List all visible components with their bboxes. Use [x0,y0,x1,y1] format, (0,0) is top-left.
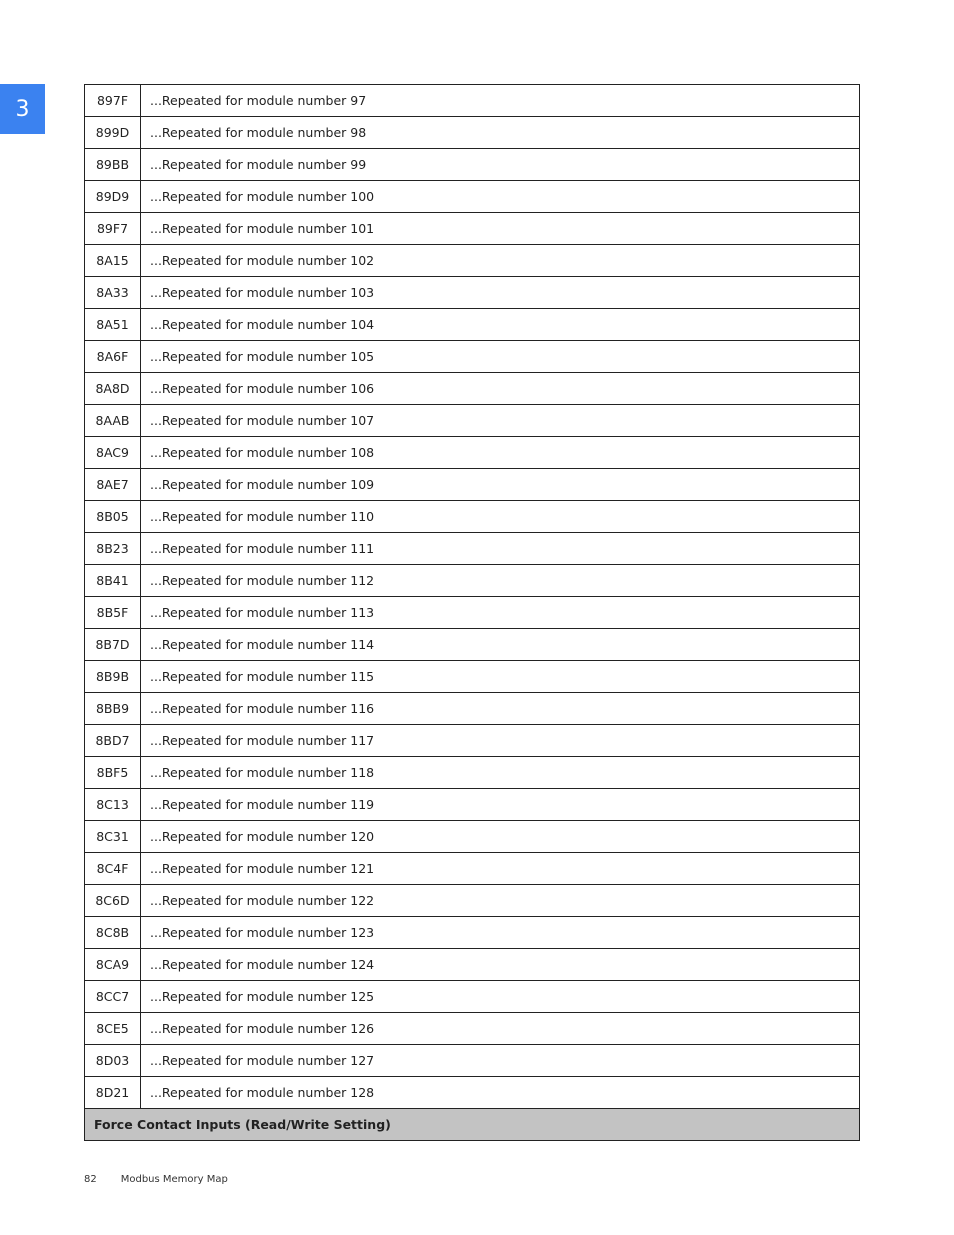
table-row [85,917,860,949]
address-cell: 897F [85,85,141,117]
table-row [85,533,860,565]
description-cell: ...Repeated for module number 128 [141,1077,860,1109]
table-row [85,565,860,597]
table-row [85,1045,860,1077]
description-cell: ...Repeated for module number 112 [141,565,860,597]
address-cell: 8B5F [85,597,141,629]
page-number: 82 [84,1174,97,1185]
description-cell: ...Repeated for module number 115 [141,661,860,693]
page-footer [84,1174,228,1185]
description-cell: ...Repeated for module number 122 [141,885,860,917]
address-cell: 899D [85,117,141,149]
address-cell: 89D9 [85,181,141,213]
table-row [85,629,860,661]
description-cell: ...Repeated for module number 106 [141,373,860,405]
address-cell: 8C6D [85,885,141,917]
description-cell: ...Repeated for module number 126 [141,1013,860,1045]
description-cell: ...Repeated for module number 125 [141,981,860,1013]
address-cell: 8D03 [85,1045,141,1077]
description-cell: ...Repeated for module number 109 [141,469,860,501]
description-cell: ...Repeated for module number 100 [141,181,860,213]
table-row [85,1077,860,1109]
address-cell: 8D21 [85,1077,141,1109]
chapter-tab: 3 [0,84,45,134]
section-header: Force Contact Inputs (Read/Write Setting) [85,1109,860,1141]
table-row [85,501,860,533]
table-row [85,181,860,213]
table-row [85,117,860,149]
address-cell: 89BB [85,149,141,181]
address-cell: 8CE5 [85,1013,141,1045]
table-row [85,1013,860,1045]
description-cell: ...Repeated for module number 111 [141,533,860,565]
description-cell: ...Repeated for module number 98 [141,117,860,149]
description-cell: ...Repeated for module number 127 [141,1045,860,1077]
description-cell: ...Repeated for module number 107 [141,405,860,437]
table-row [85,85,860,117]
description-cell: ...Repeated for module number 97 [141,85,860,117]
table-row [85,341,860,373]
address-cell: 8C8B [85,917,141,949]
address-cell: 8C31 [85,821,141,853]
table-row [85,885,860,917]
address-cell: 8B23 [85,533,141,565]
table-row [85,597,860,629]
table-row [85,949,860,981]
description-cell: ...Repeated for module number 114 [141,629,860,661]
address-cell: 8A51 [85,309,141,341]
address-cell: 8BF5 [85,757,141,789]
description-cell: ...Repeated for module number 113 [141,597,860,629]
description-cell: ...Repeated for module number 105 [141,341,860,373]
table-row [85,469,860,501]
description-cell: ...Repeated for module number 102 [141,245,860,277]
description-cell: ...Repeated for module number 110 [141,501,860,533]
table-row [85,789,860,821]
description-cell: ...Repeated for module number 120 [141,821,860,853]
address-cell: 8AAB [85,405,141,437]
address-cell: 8A6F [85,341,141,373]
table-row [85,693,860,725]
section-header-row [85,1109,860,1141]
address-cell: 89F7 [85,213,141,245]
table-row [85,149,860,181]
table-row [85,757,860,789]
table-row [85,821,860,853]
address-cell: 8CA9 [85,949,141,981]
description-cell: ...Repeated for module number 123 [141,917,860,949]
address-cell: 8C4F [85,853,141,885]
description-cell: ...Repeated for module number 101 [141,213,860,245]
footer-title: Modbus Memory Map [120,1174,228,1185]
address-cell: 8C13 [85,789,141,821]
address-cell: 8BD7 [85,725,141,757]
description-cell: ...Repeated for module number 117 [141,725,860,757]
description-cell: ...Repeated for module number 121 [141,853,860,885]
description-cell: ...Repeated for module number 116 [141,693,860,725]
table-row [85,277,860,309]
description-cell: ...Repeated for module number 124 [141,949,860,981]
description-cell: ...Repeated for module number 118 [141,757,860,789]
address-cell: 8A15 [85,245,141,277]
address-cell: 8B7D [85,629,141,661]
address-cell: 8B41 [85,565,141,597]
address-cell: 8B05 [85,501,141,533]
table-row [85,853,860,885]
table-row [85,981,860,1013]
address-cell: 8A8D [85,373,141,405]
table-row [85,309,860,341]
table-row [85,437,860,469]
description-cell: ...Repeated for module number 99 [141,149,860,181]
address-cell: 8B9B [85,661,141,693]
address-cell: 8BB9 [85,693,141,725]
table-row [85,373,860,405]
description-cell: ...Repeated for module number 108 [141,437,860,469]
table-row [85,405,860,437]
table-row [85,725,860,757]
address-cell: 8AE7 [85,469,141,501]
address-cell: 8CC7 [85,981,141,1013]
table-row [85,213,860,245]
address-cell: 8A33 [85,277,141,309]
table-row [85,245,860,277]
description-cell: ...Repeated for module number 103 [141,277,860,309]
address-cell: 8AC9 [85,437,141,469]
table-row [85,661,860,693]
memory-map-table [84,84,860,1141]
description-cell: ...Repeated for module number 104 [141,309,860,341]
description-cell: ...Repeated for module number 119 [141,789,860,821]
